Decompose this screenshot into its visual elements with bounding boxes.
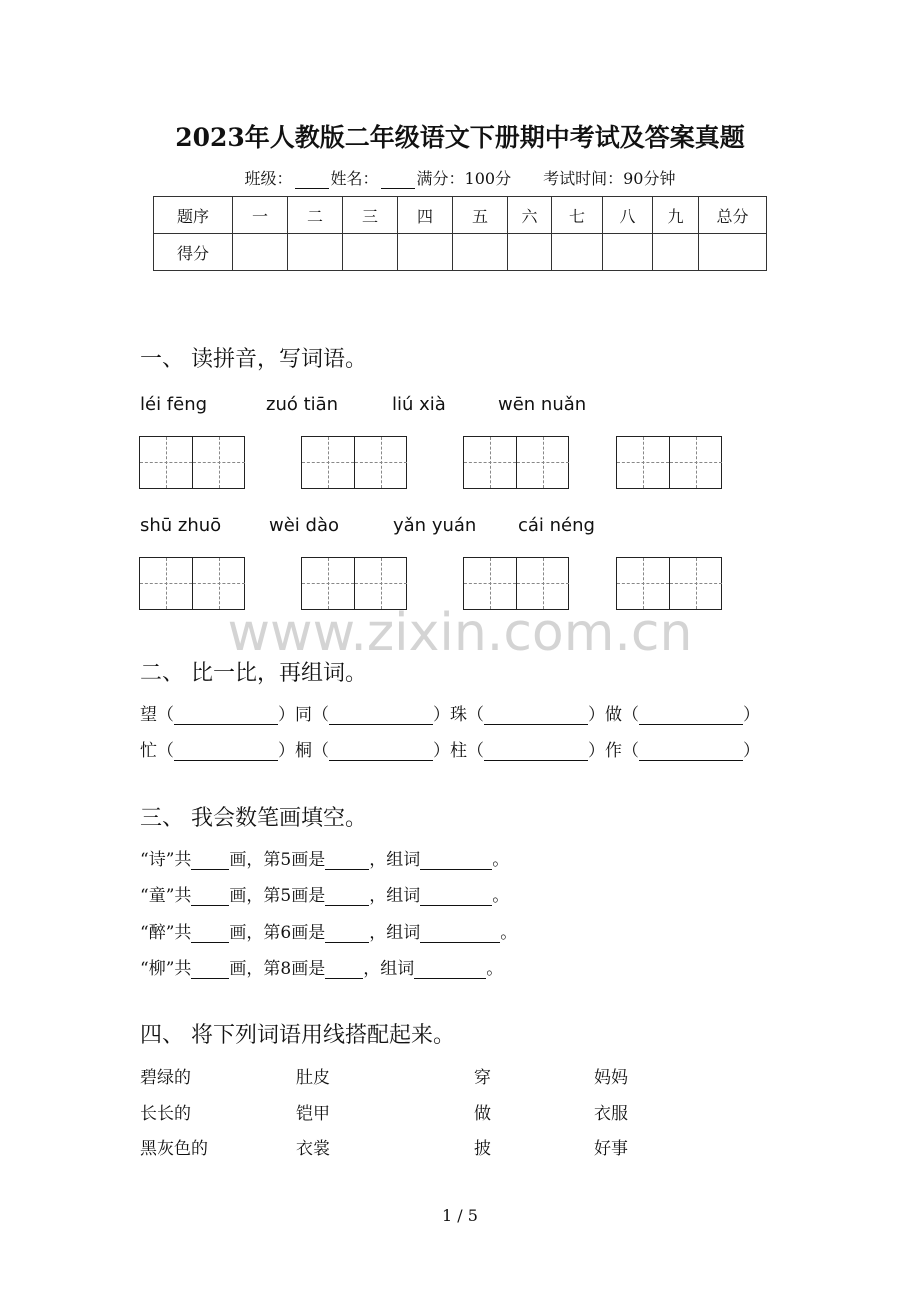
period: 。	[492, 850, 510, 870]
writing-grid[interactable]	[139, 436, 245, 489]
word-blank[interactable]	[174, 743, 278, 761]
stroke-end-text: ，组词	[369, 923, 421, 943]
word-blank[interactable]	[420, 852, 492, 870]
stroke-count-blank[interactable]	[191, 925, 229, 943]
stroke-count-blank[interactable]	[191, 888, 229, 906]
word-blank[interactable]	[174, 707, 278, 725]
paren-open: （	[312, 741, 329, 761]
match-word[interactable]: 碧绿的	[140, 1068, 191, 1088]
class-blank[interactable]	[295, 171, 329, 189]
pinyin-label: wēn nuǎn	[498, 394, 587, 415]
pinyin-label: wèi dào	[269, 515, 339, 536]
stroke-char: “醉”共	[140, 923, 192, 943]
paren-open: （	[622, 705, 639, 725]
score-cell[interactable]	[343, 234, 398, 271]
section-1-heading: 一、 读拼音，写词语。	[140, 347, 367, 372]
word-blank[interactable]	[329, 707, 433, 725]
name-blank[interactable]	[381, 171, 415, 189]
stroke-question	[140, 881, 509, 906]
compare-char: 做	[605, 705, 622, 725]
stroke-mid-text: 画，第6画是	[229, 923, 326, 943]
word-blank[interactable]	[420, 888, 492, 906]
paren-open: （	[467, 741, 484, 761]
stroke-char: “诗”共	[140, 850, 192, 870]
compare-char: 珠	[450, 705, 467, 725]
paren-close: ）	[278, 741, 295, 761]
page-title: 2023年人教版二年级语文下册期中考试及答案真题	[175, 123, 745, 152]
compare-char: 桐	[295, 741, 312, 761]
paren-open: （	[157, 741, 174, 761]
paren-close: ）	[278, 705, 295, 725]
score-cell[interactable]	[603, 234, 653, 271]
compare-char: 望	[140, 705, 157, 725]
stroke-end-text: ，组词	[363, 959, 415, 979]
score-cell[interactable]	[699, 234, 767, 271]
pinyin-label: zuó tiān	[266, 394, 339, 415]
match-word[interactable]: 好事	[594, 1139, 628, 1159]
paren-open: （	[312, 705, 329, 725]
pinyin-label: yǎn yuán	[393, 515, 477, 536]
compare-char: 柱	[450, 741, 467, 761]
paren-close: ）	[433, 705, 450, 725]
stroke-end-text: ，组词	[369, 850, 421, 870]
pinyin-label: liú xià	[392, 394, 446, 415]
stroke-mid-text: 画，第5画是	[229, 886, 326, 906]
stroke-mid-text: 画，第8画是	[229, 959, 326, 979]
stroke-question	[140, 918, 517, 943]
writing-grid[interactable]	[616, 436, 722, 489]
stroke-count-blank[interactable]	[191, 852, 229, 870]
stroke-char: “童”共	[140, 886, 192, 906]
writing-grid[interactable]	[463, 436, 569, 489]
score-table-header-row	[154, 197, 767, 234]
match-word[interactable]: 衣裳	[296, 1139, 330, 1159]
score-cell[interactable]	[653, 234, 699, 271]
match-word[interactable]: 肚皮	[296, 1068, 330, 1088]
name-label: 姓名：	[330, 169, 379, 188]
watermark: www.zixin.com.cn	[227, 603, 693, 663]
stroke-blank[interactable]	[325, 852, 369, 870]
page-number: 1 / 5	[442, 1206, 478, 1225]
score-header-cell: 四	[398, 197, 453, 234]
match-word[interactable]: 妈妈	[594, 1068, 628, 1088]
match-word[interactable]: 穿	[474, 1068, 491, 1088]
exam-info-line	[0, 166, 920, 189]
compare-char: 同	[295, 705, 312, 725]
compare-char: 作	[605, 741, 622, 761]
match-word[interactable]: 铠甲	[296, 1104, 330, 1124]
score-header-cell: 五	[453, 197, 508, 234]
score-cell[interactable]	[508, 234, 552, 271]
score-header-cell: 三	[343, 197, 398, 234]
class-label: 班级：	[244, 169, 293, 188]
score-cell[interactable]	[233, 234, 288, 271]
match-word[interactable]: 衣服	[594, 1104, 628, 1124]
stroke-end-text: ，组词	[369, 886, 421, 906]
match-word[interactable]: 长长的	[140, 1104, 191, 1124]
score-header-cell: 二	[288, 197, 343, 234]
period: 。	[486, 959, 504, 979]
period: 。	[500, 923, 518, 943]
score-header-cell: 题序	[154, 197, 233, 234]
word-blank[interactable]	[414, 961, 486, 979]
match-word[interactable]: 黑灰色的	[140, 1139, 208, 1159]
word-blank[interactable]	[484, 743, 588, 761]
score-header-cell: 九	[653, 197, 699, 234]
word-blank[interactable]	[420, 925, 500, 943]
exam-time-label: 考试时间：90分钟	[543, 169, 676, 188]
stroke-blank[interactable]	[325, 925, 369, 943]
pinyin-label: cái néng	[518, 515, 595, 536]
paren-open: （	[467, 705, 484, 725]
match-word[interactable]: 披	[474, 1139, 491, 1159]
stroke-blank[interactable]	[325, 888, 369, 906]
stroke-question	[140, 845, 509, 870]
score-header-cell: 六	[508, 197, 552, 234]
paren-close: ）	[588, 741, 605, 761]
stroke-question	[140, 954, 503, 979]
full-score-label: 满分：100分	[416, 169, 512, 188]
section-3-heading: 三、 我会数笔画填空。	[140, 806, 367, 831]
word-blank[interactable]	[639, 743, 743, 761]
score-table-score-row	[154, 234, 767, 271]
section-4-heading: 四、 将下列词语用线搭配起来。	[140, 1023, 455, 1048]
score-header-cell: 七	[552, 197, 603, 234]
pinyin-label: léi fēng	[140, 394, 208, 415]
word-blank[interactable]	[329, 743, 433, 761]
compare-char: 忙	[140, 741, 157, 761]
compare-row	[140, 736, 760, 761]
section-2-heading: 二、 比一比，再组词。	[140, 661, 367, 686]
score-cell[interactable]	[398, 234, 453, 271]
period: 。	[492, 886, 510, 906]
pinyin-label: shū zhuō	[140, 515, 222, 536]
stroke-mid-text: 画，第5画是	[229, 850, 326, 870]
writing-grid[interactable]	[301, 436, 407, 489]
word-blank[interactable]	[484, 707, 588, 725]
score-table	[153, 196, 767, 271]
match-word[interactable]: 做	[474, 1104, 491, 1124]
stroke-char: “柳”共	[140, 959, 192, 979]
stroke-blank[interactable]	[325, 961, 363, 979]
paren-close: ）	[743, 741, 760, 761]
score-header-cell: 一	[233, 197, 288, 234]
paren-close: ）	[743, 705, 760, 725]
score-header-cell: 总分	[699, 197, 767, 234]
score-cell[interactable]	[288, 234, 343, 271]
compare-row	[140, 700, 760, 725]
word-blank[interactable]	[639, 707, 743, 725]
score-cell[interactable]	[552, 234, 603, 271]
paren-close: ）	[588, 705, 605, 725]
paren-close: ）	[433, 741, 450, 761]
score-cell[interactable]	[453, 234, 508, 271]
score-row-label: 得分	[154, 234, 233, 271]
stroke-count-blank[interactable]	[191, 961, 229, 979]
score-header-cell: 八	[603, 197, 653, 234]
paren-open: （	[157, 705, 174, 725]
paren-open: （	[622, 741, 639, 761]
